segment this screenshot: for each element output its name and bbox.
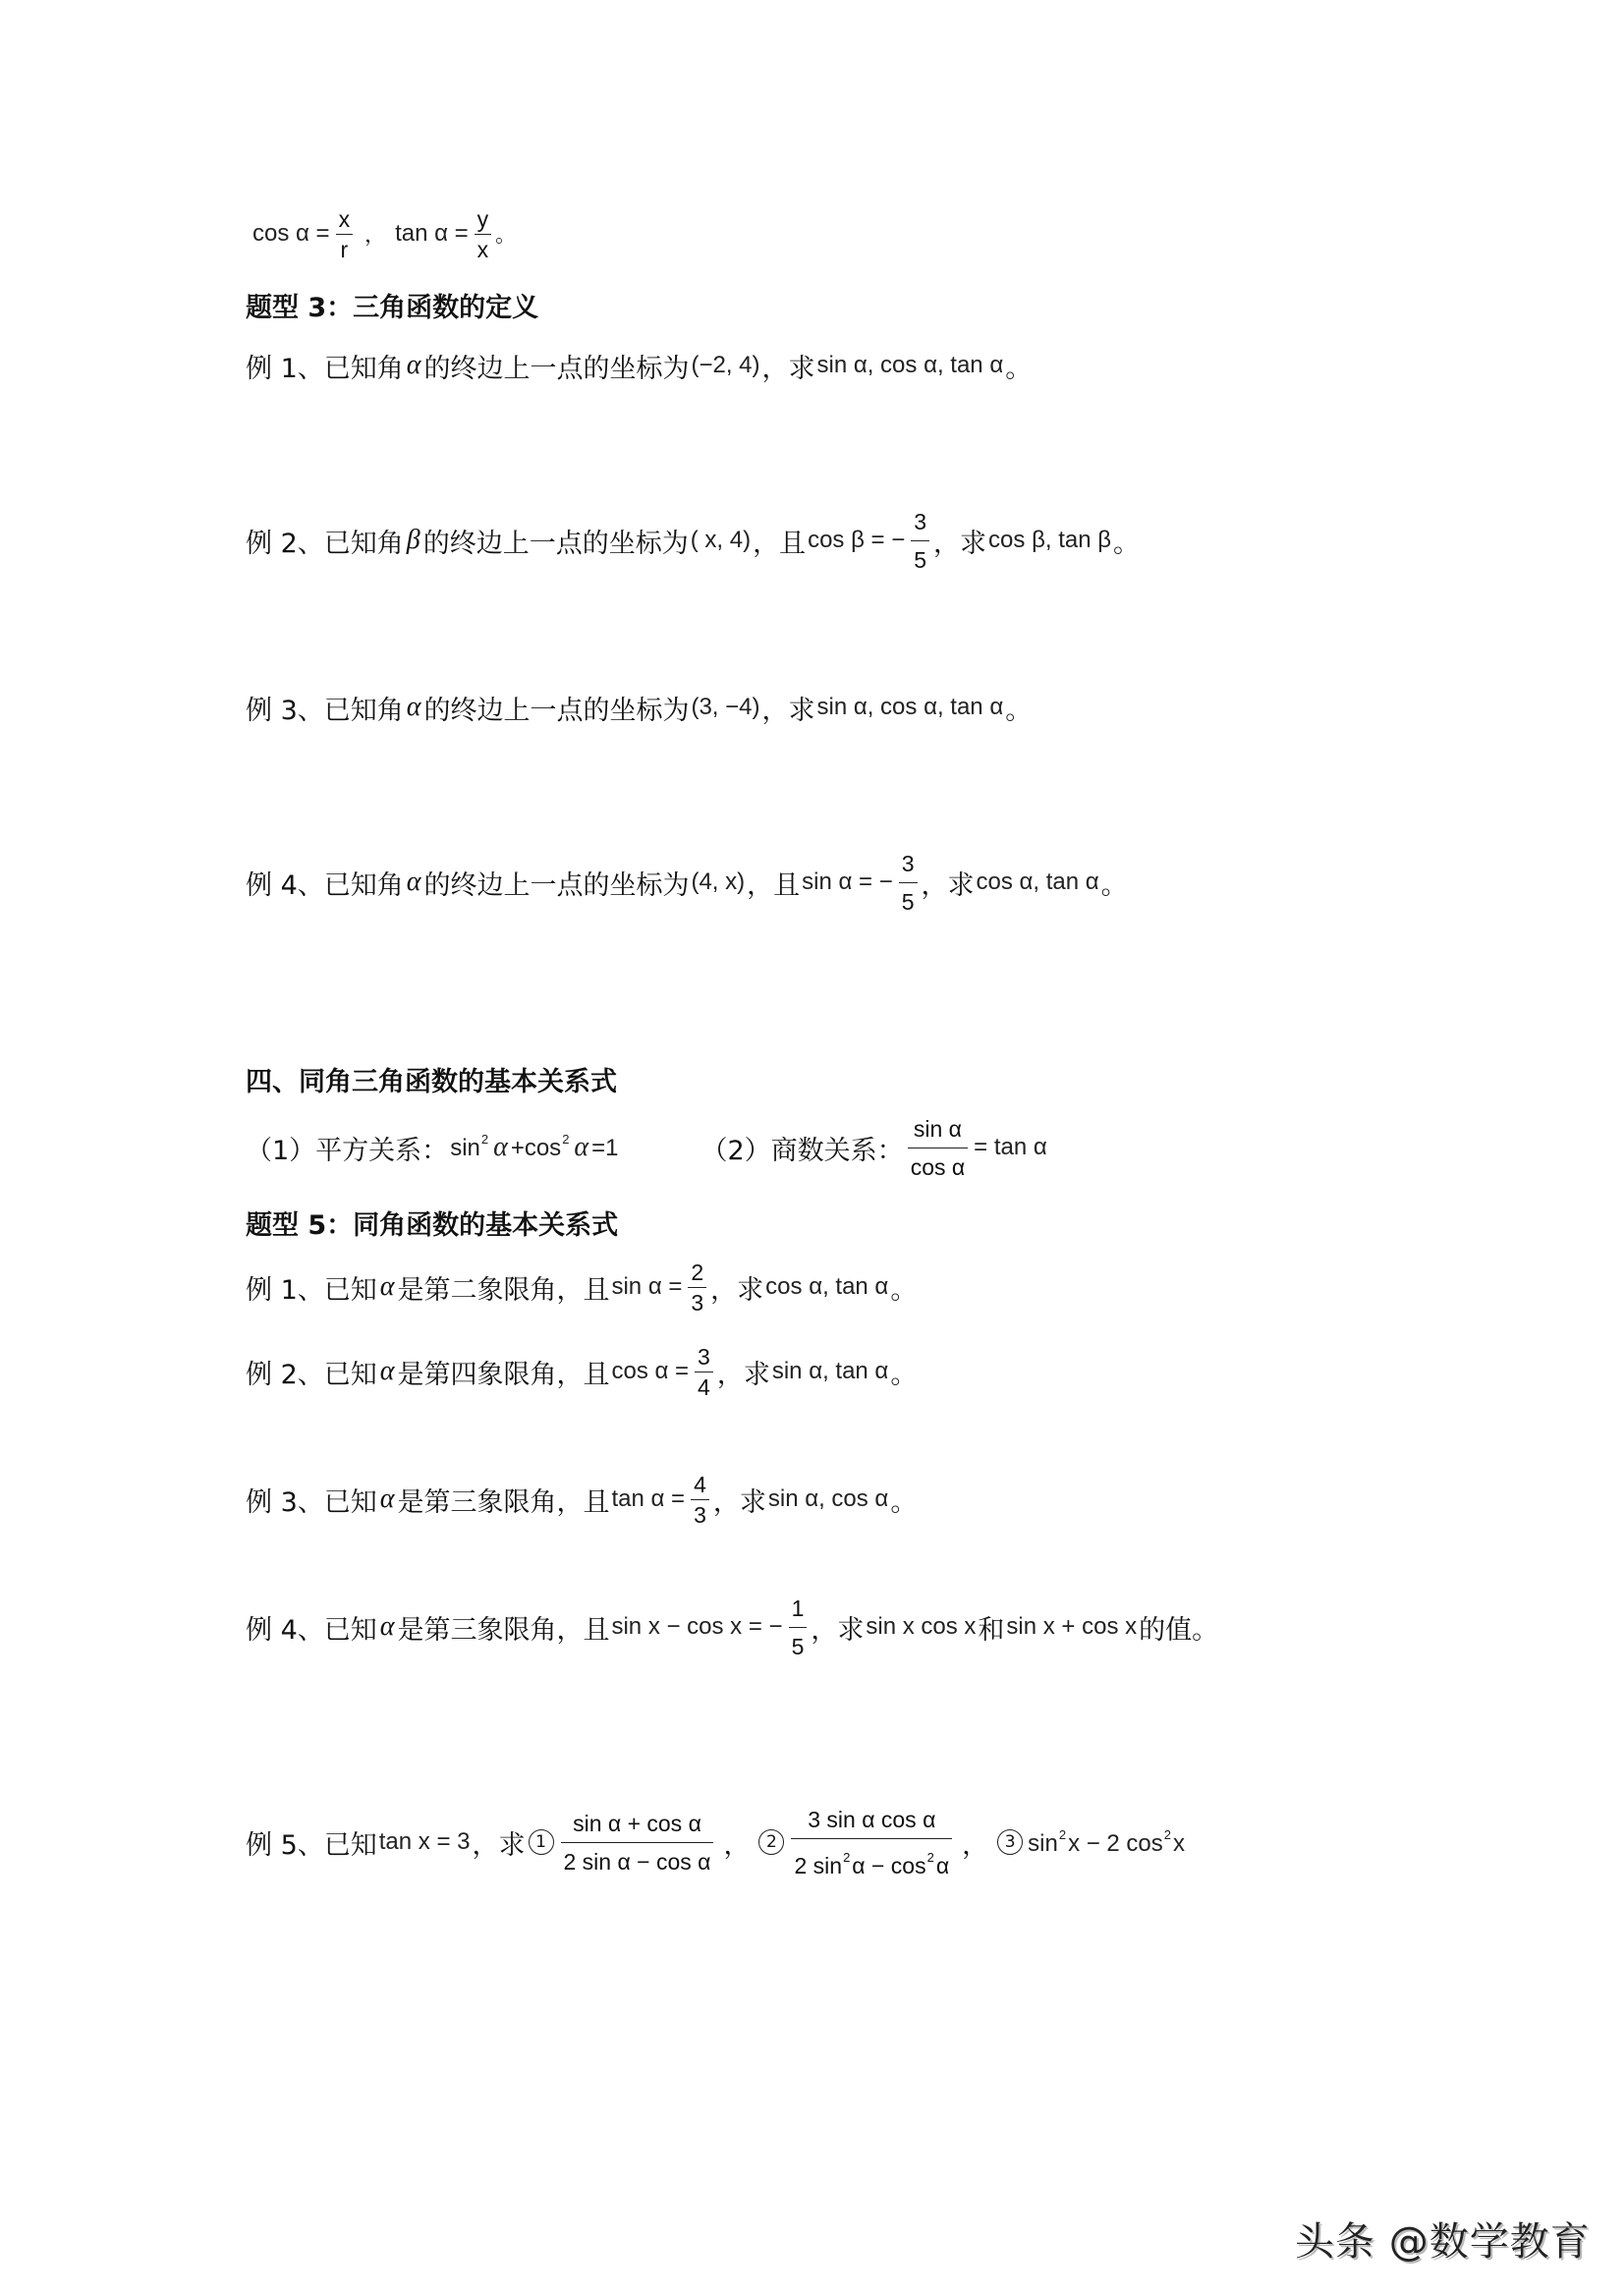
fraction: $\frac{3}{4}$ [695,1342,713,1402]
example-5-4: 例 4、已知 α 是第三象限角，且 sin x − cos x = − $\frac{1}{5}$ ，求 sin x cos x 和 sin x + cos x 的值。 [246,1597,1218,1656]
fraction: $\frac{3}{5}$ [911,503,929,579]
fraction: $\frac{2}{3}$ [688,1258,706,1317]
circled-number-1: 1 [529,1829,554,1855]
section-heading-type5: 题型 5：同角函数的基本关系式 [246,1209,619,1241]
fraction-x-over-r: $\frac{x}{r}$ [336,204,354,264]
section-heading-4: 四、同角三角函数的基本关系式 [246,1066,617,1097]
example-5-5: 例 5、已知 tan x = 3 ，求 1 $\frac{\text{sin α + cos α}}{\text{2 sin α − cos α}}$ ， 2 $\frac{\text{3 sin α cos α}}{2 \sin^2\alpha - \cos^2\alpha}$ ， 3 $\sin^2x - 2$ $\cos^2x$ [246,1813,1187,1872]
section-heading-type3: 题型 3：三角函数的定义 [246,292,539,323]
fraction-1: $\frac{\text{sin α + cos α}}{\text{2 sin α − cos α}}$ [561,1805,714,1880]
example-5-2: 例 2、已知 α 是第四象限角，且 cos α = $\frac{3}{4}$ ，求 sin α, tan α 。 [246,1343,918,1400]
intro-formula: cos α = $\frac{x}{r}$ ， tan α = $\frac{y}{x}$ 。 [252,205,517,262]
example-5-3: 例 3、已知 α 是第三象限角，且 tan α = $\frac{4}{3}$ ，求 sin α, cos α 。 [246,1471,918,1528]
fraction: $\frac{4}{3}$ [691,1470,709,1530]
fraction-y-over-x: $\frac{y}{x}$ [475,204,492,264]
expression-3: $\sin^2x - 2$ $\cos^2x$ [1028,1826,1186,1857]
example-3-3: 例 3、已知角 α 的终边上一点的坐标为 (3, −4) ，求 sin α, cos α, tan α 。 [246,692,1033,726]
example-3-2: 例 2、已知角 β 的终边上一点的坐标为 ( x, 4) ，且 cos β = − $\frac{3}{5}$ ，求 cos β, tan β 。 [246,511,1140,570]
example-3-1: 例 1、已知角 α 的终边上一点的坐标为 (−2, 4) ，求 sin α, cos α, tan α 。 [246,350,1033,384]
circled-number-3: 3 [997,1829,1023,1855]
square-relation: $\sin^2 \alpha +\cos^2$ α =1 [450,1132,619,1162]
fraction: $\frac{3}{5}$ [899,845,918,921]
watermark: 头条 @数学教育 [1295,2219,1591,2265]
circled-number-2: 2 [758,1829,784,1855]
example-5-1: 例 1、已知 α 是第二象限角，且 sin α = $\frac{2}{3}$ ，求 cos α, tan α 。 [246,1259,918,1316]
fraction-2: $\frac{\text{3 sin α cos α}}{2 \sin^2\alpha - \cos^2\alpha}$ [791,1801,952,1884]
example-3-4: 例 4、已知角 α 的终边上一点的坐标为 (4, x) ，且 sin α = − $\frac{3}{5}$ ，求 cos α, tan α 。 [246,853,1128,912]
quotient-fraction: $\frac{\text{sin α}}{\text{cos α}}$ [908,1110,968,1186]
fraction: $\frac{1}{5}$ [789,1590,808,1665]
relations-row: （1）平方关系： $\sin^2 \alpha +\cos^2$ α =1 （2）商数关系： $\frac{\text{sin α}}{\text{cos α}}$ = tan α [246,1118,1228,1177]
